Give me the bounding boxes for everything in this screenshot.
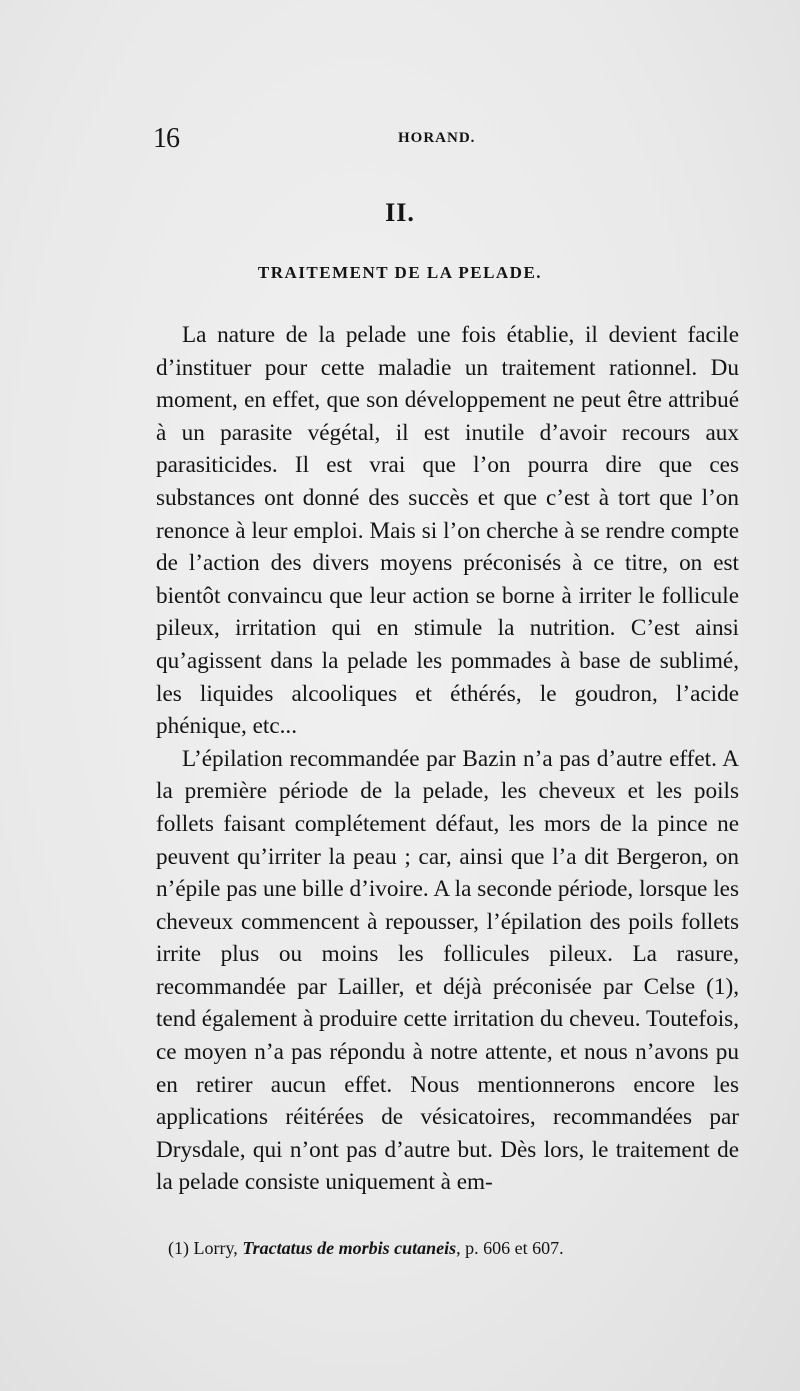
running-head: HORAND. bbox=[398, 130, 476, 146]
body-text bbox=[156, 319, 739, 1199]
footnote-title: Tractatus de morbis cutaneis bbox=[242, 1238, 457, 1258]
section-title: TRAITEMENT DE LA PELADE. bbox=[257, 263, 543, 282]
footnote bbox=[168, 1237, 738, 1259]
page-header bbox=[153, 122, 738, 156]
section-number: II. bbox=[385, 198, 415, 227]
paragraph: L’épilation recommandée par Bazin n’a pas d’autre effet. A la première période de la pelade, les cheveux et les poils follets faisant complétement défaut, les mors de la pince ne peuvent qu’irriter la peau ; car, ainsi que l’a dit Bergeron, on n’épile pas une bille d’ivoire. A la seconde période, lorsque les cheveux commencent à repousser, l’épilation des poils follets irrite plus ou moins les follicules pileux. La rasure, recommandée par Lailler, et déjà préconisée par Celse (1), tend également à produire cette irritation du cheveu. Toutefois, ce moyen n’a pas répondu à notre attente, et nous n’avons pu en retirer aucun effet. Nous mentionnerons encore les applications réitérées de vésicatoires, recommandées par Drysdale, qui n’ont pas d’autre but. Dès lors, le traitement de la pelade consiste uniquement à em- bbox=[156, 745, 739, 1196]
paragraph: La nature de la pelade une fois établie, il devient facile d’instituer pour cette maladie un traitement rationnel. Du moment, en effet, que son développement ne peut être attribué à un parasite végétal, il est inutile d’avoir recours aux parasiticides. Il est vrai que l’on pourra dire que ces substances ont donné des succès et que c’est à tort que l’on renonce à leur emploi. Mais si l’on cherche à se rendre compte de l’action des divers moyens préconisés à ce titre, on est bientôt convaincu que leur action se borne à irriter le follicule pileux, irritation qui en stimule la nutrition. C’est ainsi qu’agissent dans la pelade les pommades à base de sublimé, les liquides alcooliques et éthérés, le goudron, l’acide phénique, etc... bbox=[156, 322, 739, 740]
footnote-suffix: , p. 606 et 607. bbox=[456, 1238, 564, 1258]
page-number: 16 bbox=[153, 123, 179, 154]
footnote-prefix: (1) Lorry, bbox=[168, 1238, 243, 1258]
